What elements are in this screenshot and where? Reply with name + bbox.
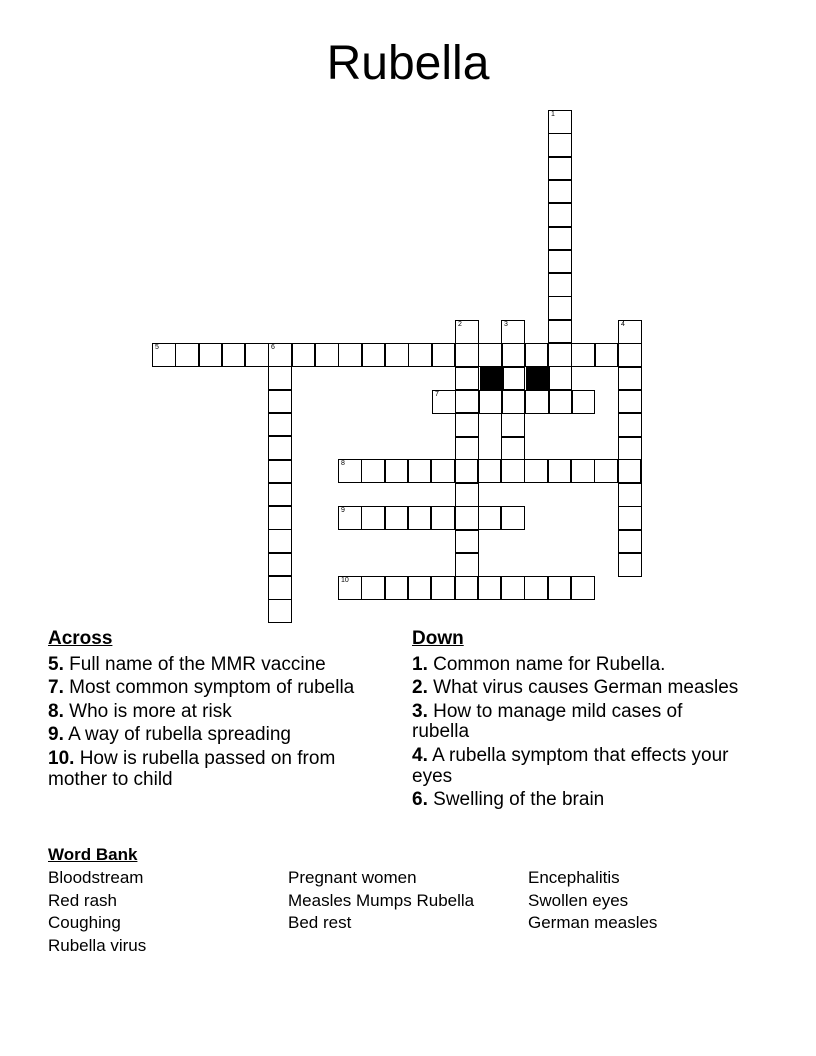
grid-cell[interactable] <box>268 553 292 577</box>
word-bank-item: Pregnant women <box>288 868 417 887</box>
word-bank-item: Swollen eyes <box>528 890 629 910</box>
word-bank-column <box>288 867 474 935</box>
word-bank-item: Rubella virus <box>48 935 147 955</box>
clue-number: 10 <box>341 577 349 584</box>
down-clue <box>412 655 742 676</box>
word-bank-item: Measles Mumps Rubella <box>288 890 475 910</box>
grid-cell[interactable] <box>268 366 292 390</box>
grid-cell[interactable] <box>455 553 479 577</box>
grid-cell[interactable] <box>455 483 479 507</box>
grid-cell[interactable] <box>501 320 525 344</box>
grid-cell[interactable] <box>618 320 642 344</box>
clue-number-label: 3. <box>412 700 428 722</box>
grid-cell[interactable] <box>618 367 642 391</box>
grid-cell[interactable] <box>524 459 548 483</box>
grid-cell[interactable] <box>525 390 549 414</box>
grid-cell[interactable] <box>338 506 362 530</box>
clue-text: What virus causes German measles <box>433 677 739 699</box>
grid-cell[interactable] <box>548 250 572 274</box>
grid-cell[interactable] <box>548 343 572 367</box>
down-clues <box>412 629 742 811</box>
clue-text: Most common symptom of rubella <box>69 677 355 699</box>
grid-cell[interactable] <box>268 576 292 600</box>
grid-cell[interactable] <box>361 459 385 483</box>
grid-cell[interactable] <box>501 413 525 437</box>
clue-text: How is rubella passed on from mother to child <box>48 747 336 790</box>
clue-number: 5 <box>155 344 159 351</box>
grid-cell[interactable] <box>618 483 642 507</box>
grid-cell[interactable] <box>455 459 479 483</box>
grid-cell[interactable] <box>315 343 339 367</box>
grid-cell[interactable] <box>268 506 292 530</box>
grid-cell[interactable] <box>431 459 455 483</box>
grid-cell[interactable] <box>548 203 572 227</box>
clue-number-label: 7. <box>48 677 64 699</box>
grid-cell[interactable] <box>548 180 572 204</box>
grid-cell[interactable] <box>408 576 432 600</box>
down-clue <box>412 678 742 699</box>
clue-number: 2 <box>458 321 462 328</box>
down-clue <box>412 746 742 787</box>
grid-cell[interactable] <box>268 529 292 553</box>
clue-number: 1 <box>551 111 555 118</box>
clue-number-label: 9. <box>48 724 64 746</box>
down-clue <box>412 790 742 811</box>
clue-number-label: 2. <box>412 677 428 699</box>
grid-cell[interactable] <box>618 437 642 461</box>
grid-cell[interactable] <box>431 506 455 530</box>
grid-cell[interactable] <box>362 343 386 367</box>
clue-number-label: 5. <box>48 653 64 675</box>
grid-cell[interactable] <box>292 343 316 367</box>
clue-text: A rubella symptom that effects your eyes <box>412 744 729 787</box>
grid-cell[interactable] <box>455 320 479 344</box>
grid-cell[interactable] <box>268 436 292 460</box>
grid-cell[interactable] <box>478 459 502 483</box>
grid-cell[interactable] <box>549 390 573 414</box>
grid-cell[interactable] <box>268 599 292 623</box>
word-bank-item: Coughing <box>48 913 121 932</box>
grid-cell[interactable] <box>548 320 572 344</box>
grid-cell[interactable] <box>548 459 572 483</box>
clue-number: 8 <box>341 460 345 467</box>
grid-cell[interactable] <box>268 343 292 367</box>
clue-number-label: 8. <box>48 700 64 722</box>
grid-cell[interactable] <box>571 459 595 483</box>
grid-cell[interactable] <box>268 483 292 507</box>
grid-cell[interactable] <box>408 343 432 367</box>
clue-text: Who is more at risk <box>69 700 232 722</box>
grid-cell[interactable] <box>618 530 642 554</box>
across-clue <box>48 725 378 746</box>
grid-cell[interactable] <box>595 343 619 367</box>
grid-cell[interactable] <box>548 296 572 320</box>
grid-cell[interactable] <box>618 553 642 577</box>
grid-cell[interactable] <box>479 390 503 414</box>
grid-cell[interactable] <box>385 506 409 530</box>
clue-number: 9 <box>341 507 345 514</box>
grid-cell[interactable] <box>455 390 479 414</box>
grid-cell[interactable] <box>548 366 572 390</box>
grid-cell[interactable] <box>245 343 269 367</box>
grid-cell[interactable] <box>268 460 292 484</box>
grid-cell[interactable] <box>525 343 549 367</box>
grid-cell[interactable] <box>571 343 595 367</box>
grid-cell[interactable] <box>152 343 176 367</box>
grid-cell[interactable] <box>455 576 479 600</box>
word-bank-item: Bloodstream <box>48 868 144 887</box>
grid-cell[interactable] <box>385 343 409 367</box>
grid-cell[interactable] <box>199 343 223 367</box>
word-bank-column <box>528 867 657 935</box>
clue-text: Full name of the MMR vaccine <box>69 653 326 675</box>
clue-number: 3 <box>504 321 508 328</box>
word-bank-title: Word Bank <box>48 845 138 864</box>
word-bank-item: Red rash <box>48 890 117 910</box>
word-bank-item: Encephalitis <box>528 868 620 887</box>
across-clue <box>48 749 378 790</box>
grid-cell[interactable] <box>432 343 456 367</box>
grid-cell[interactable] <box>548 576 572 600</box>
across-clues <box>48 629 378 790</box>
grid-cell[interactable] <box>222 343 246 367</box>
clue-number-label: 4. <box>412 744 428 766</box>
clue-number: 4 <box>621 321 625 328</box>
clue-number: 7 <box>435 391 439 398</box>
grid-cell[interactable] <box>548 133 572 157</box>
clue-text: Common name for Rubella. <box>433 653 666 675</box>
grid-cell[interactable] <box>502 390 526 414</box>
across-heading: Across <box>48 628 113 649</box>
grid-cell[interactable] <box>478 343 502 367</box>
clue-text: Swelling of the brain <box>433 789 605 811</box>
word-bank-item: German measles <box>528 913 658 932</box>
grid-cell[interactable] <box>501 437 525 461</box>
grid-cell[interactable] <box>548 157 572 181</box>
grid-cell[interactable] <box>571 576 595 600</box>
grid-cell[interactable] <box>618 390 642 414</box>
grid-cell[interactable] <box>455 343 479 367</box>
word-bank-item: Bed rest <box>288 913 352 932</box>
grid-cell[interactable] <box>268 413 292 437</box>
page-title: Rubella <box>326 37 490 90</box>
grid-cell[interactable] <box>478 506 502 530</box>
grid-cell[interactable] <box>338 576 362 600</box>
grid-cell[interactable] <box>618 506 642 530</box>
grid-cell[interactable] <box>501 506 525 530</box>
clue-text: How to manage mild cases of rubella <box>412 700 683 743</box>
across-clue <box>48 655 378 676</box>
grid-cell[interactable] <box>338 459 362 483</box>
grid-cell[interactable] <box>502 343 526 367</box>
down-clue <box>412 702 742 743</box>
grid-cell[interactable] <box>455 437 479 461</box>
grid-cell[interactable] <box>408 459 432 483</box>
clue-number-label: 10. <box>48 747 75 769</box>
grid-cell[interactable] <box>478 576 502 600</box>
grid-cell[interactable] <box>455 413 479 437</box>
grid-cell[interactable] <box>524 576 548 600</box>
grid-cell[interactable] <box>501 367 525 391</box>
clue-number: 6 <box>271 344 275 351</box>
black-cell <box>480 366 504 390</box>
grid-cell[interactable] <box>501 459 525 483</box>
grid-cell[interactable] <box>548 273 572 297</box>
grid-cell[interactable] <box>455 506 479 530</box>
word-bank-column <box>48 867 146 957</box>
clue-text: A way of rubella spreading <box>68 724 291 746</box>
grid-cell[interactable] <box>618 413 642 437</box>
grid-cell[interactable] <box>268 390 292 414</box>
clue-number-label: 1. <box>412 653 428 675</box>
grid-cell[interactable] <box>175 343 199 367</box>
grid-cell[interactable] <box>572 390 596 414</box>
grid-cell[interactable] <box>361 576 385 600</box>
grid-cell[interactable] <box>432 390 456 414</box>
grid-cell[interactable] <box>385 576 409 600</box>
across-clue <box>48 702 378 723</box>
clue-number-label: 6. <box>412 789 428 811</box>
black-cell <box>526 366 550 390</box>
grid-cell[interactable] <box>548 227 572 251</box>
grid-cell[interactable] <box>361 506 385 530</box>
down-heading: Down <box>412 628 464 649</box>
across-clue <box>48 678 378 699</box>
grid-cell[interactable] <box>455 530 479 554</box>
grid-cell[interactable] <box>408 506 432 530</box>
grid-cell[interactable] <box>618 459 642 483</box>
grid-cell[interactable] <box>501 576 525 600</box>
grid-cell[interactable] <box>455 367 479 391</box>
grid-cell[interactable] <box>618 343 642 367</box>
grid-cell[interactable] <box>548 110 572 134</box>
grid-cell[interactable] <box>431 576 455 600</box>
grid-cell[interactable] <box>594 459 618 483</box>
grid-cell[interactable] <box>385 459 409 483</box>
grid-cell[interactable] <box>338 343 362 367</box>
